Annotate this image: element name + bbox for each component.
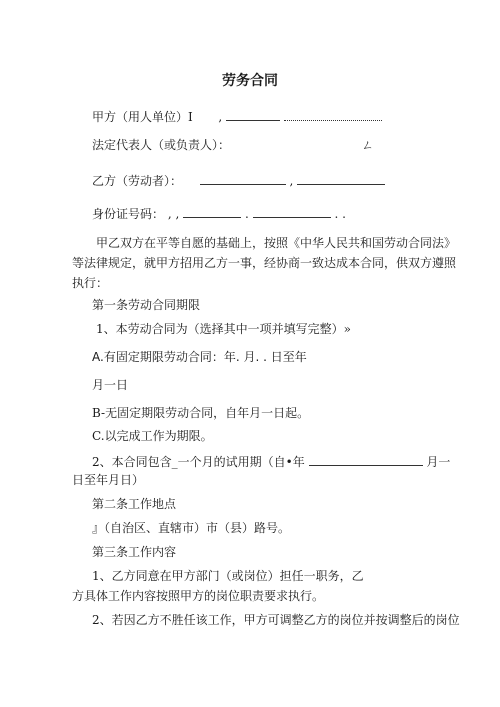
party-a-fill: , [218, 110, 223, 124]
id-fill-1: , , [167, 207, 180, 221]
party-a-dotted-blank [284, 108, 382, 121]
id-blank-2 [253, 205, 331, 218]
party-b-blank-1 [200, 172, 286, 185]
article-1-item-2-text-b: 月一 [426, 455, 451, 469]
party-b-blank-2 [297, 172, 385, 185]
article-1-item-1: 1、本劳动合同为（选择其中一项并填写完整）» [96, 322, 351, 336]
id-label: 身份证号码： [92, 207, 165, 221]
legal-rep-fill: ㄥ [361, 138, 374, 152]
party-b-sep: , [289, 174, 294, 188]
article-2-text: 』（自治区、直辖市）市（县）路号。 [92, 521, 291, 535]
party-a-line [92, 108, 382, 124]
trial-period-blank [309, 453, 423, 466]
document-title: 劳务合同 [222, 73, 278, 89]
article-1-option-a: A.有固定期限劳动合同：年. 月. . 日至年 [92, 350, 307, 364]
intro-line-1: 甲乙双方在平等自愿的基础上，按照《中华人民共和国劳动合同法》 [96, 236, 457, 250]
article-1-item-2-cont: 日至年月日） [72, 473, 145, 487]
intro-line-3: 执行： [72, 276, 109, 290]
party-a-blank [226, 108, 280, 121]
legal-rep-line [92, 138, 374, 152]
article-3-title: 第三条工作内容 [92, 545, 177, 559]
article-2-title: 第二条工作地点 [92, 497, 177, 511]
party-b-line [92, 172, 385, 188]
legal-rep-label: 法定代表人（或负责人）： [92, 138, 231, 152]
id-line [92, 205, 346, 221]
article-1-option-a-cont: 月一日 [92, 378, 129, 392]
id-fill-3: . . [334, 207, 346, 221]
intro-line-2: 等法律规定，就甲方招用乙方一事，经协商一致达成本合同，供双方遵照 [72, 256, 457, 270]
article-1-item-2 [92, 453, 450, 469]
id-blank-1 [183, 205, 241, 218]
article-1-title: 第一条劳动合同期限 [92, 298, 201, 312]
party-a-label: 甲方（用人单位）I [92, 110, 193, 124]
article-3-item-1: 1、乙方同意在甲方部门（或岗位）担任一职务，乙 [92, 569, 364, 583]
article-1-option-b: B-无固定期限劳动合同，自年月一日起。 [92, 406, 310, 420]
article-3-item-2: 2、若因乙方不胜任该工作，甲方可调整乙方的岗位并按调整后的岗位 [92, 613, 460, 627]
party-b-label: 乙方（劳动者）： [92, 174, 183, 188]
article-3-item-1-cont: 方具体工作内容按照甲方的岗位职责要求执行。 [72, 589, 325, 603]
article-1-item-2-text: 2、本合同包含_一个月的试用期（自•年 [92, 455, 305, 469]
article-1-option-c: C.以完成工作为期限。 [92, 429, 213, 443]
id-fill-2: . [244, 207, 249, 221]
